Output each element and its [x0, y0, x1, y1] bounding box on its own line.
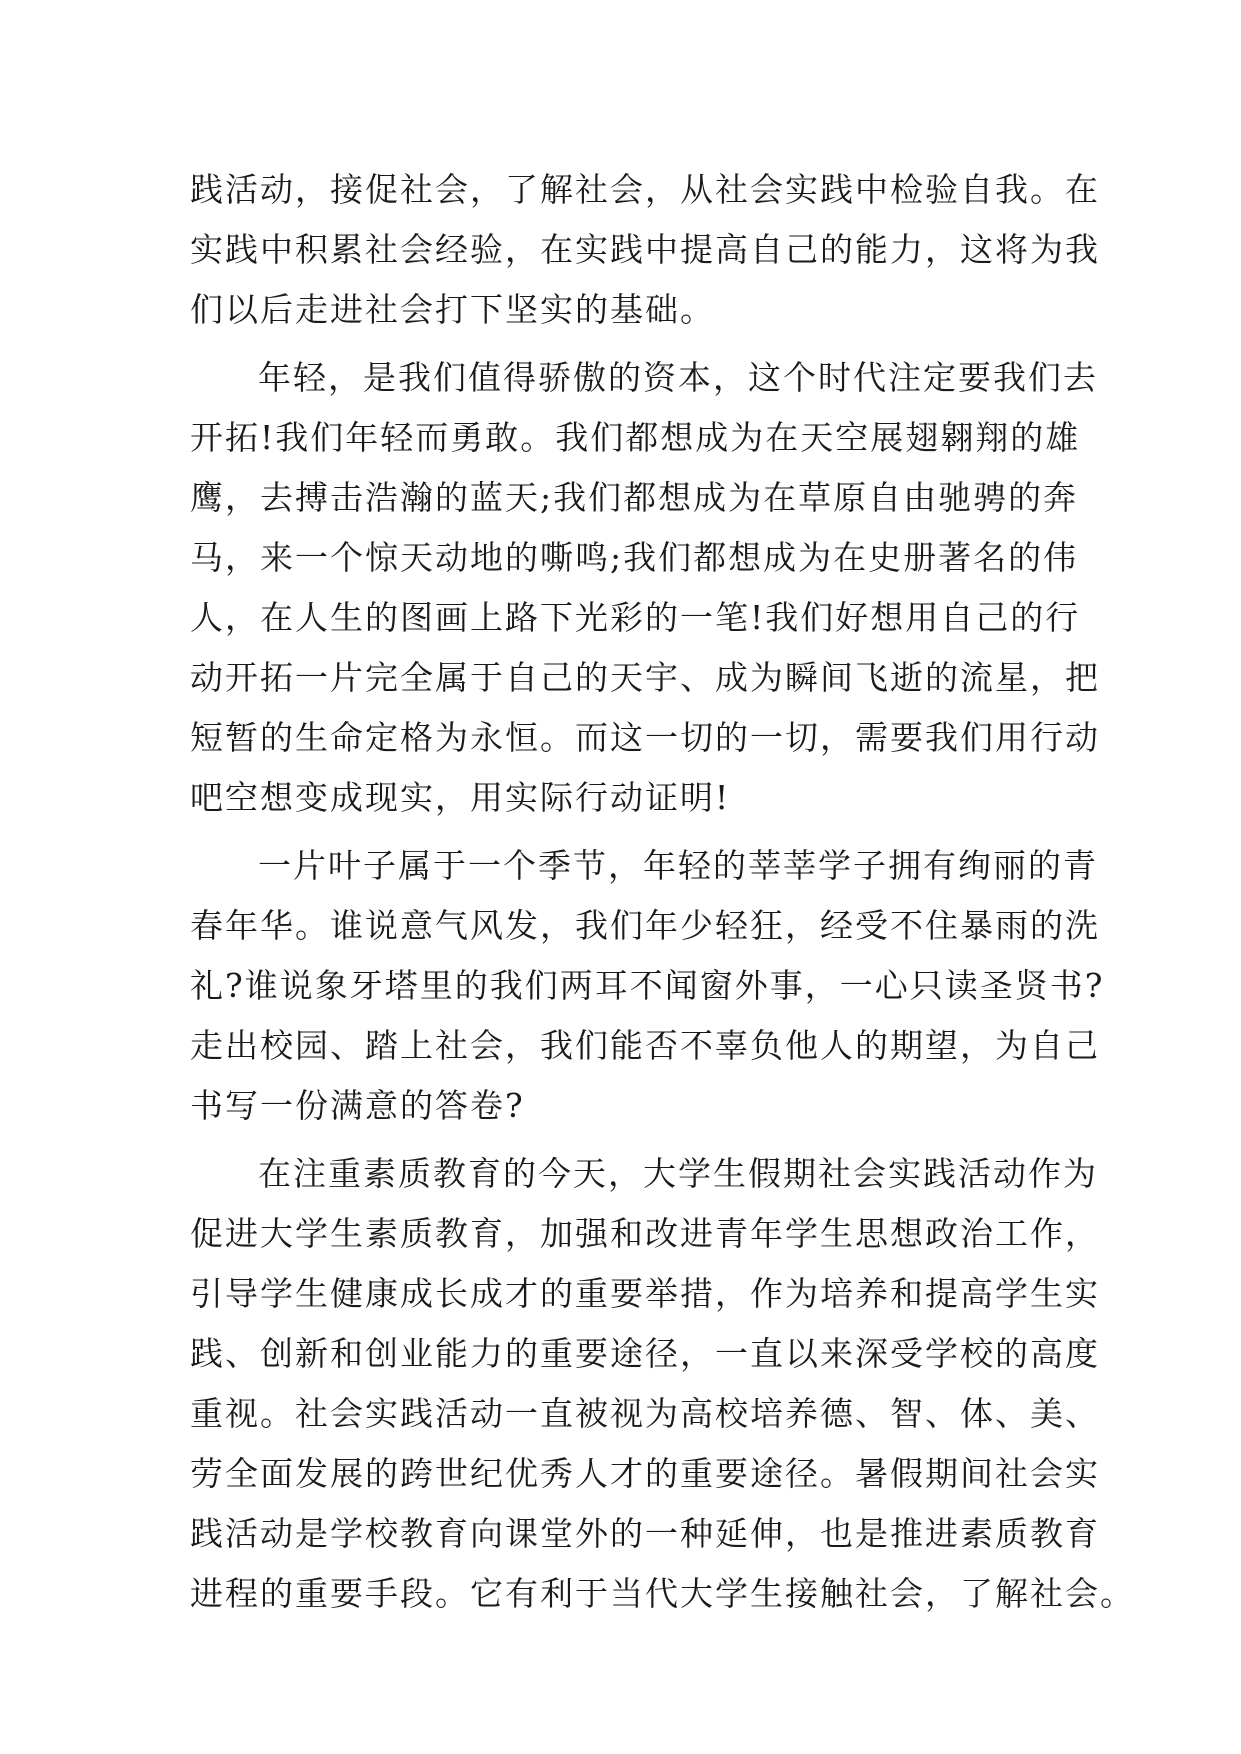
text-line: 一片叶子属于一个季节，年轻的莘莘学子拥有绚丽的青 [258, 846, 1098, 885]
text-line: 鹰，去搏击浩瀚的蓝天;我们都想成为在草原自由驰骋的奔 [190, 478, 1079, 517]
text-line: 短暂的生命定格为永恒。而这一切的一切，需要我们用行动 [190, 718, 1100, 757]
text-line: 践活动，接促社会，了解社会，从社会实践中检验自我。在 [190, 170, 1100, 209]
text-line: 劳全面发展的跨世纪优秀人才的重要途径。暑假期间社会实 [190, 1454, 1100, 1493]
paragraph-2 [190, 348, 1100, 828]
text-line: 走出校园、踏上社会，我们能否不辜负他人的期望，为自己 [190, 1026, 1100, 1065]
paragraph-3 [190, 836, 1105, 1136]
text-line: 在注重素质教育的今天，大学生假期社会实践活动作为 [258, 1154, 1098, 1193]
text-line: 春年华。谁说意气风发，我们年少轻狂，经受不住暴雨的洗 [190, 906, 1100, 945]
text-line: 人，在人生的图画上路下光彩的一笔!我们好想用自己的行 [190, 598, 1081, 637]
paragraph-gap [190, 828, 1070, 836]
text-line: 引导学生健康成长成才的重要举措，作为培养和提高学生实 [190, 1274, 1100, 1313]
text-line: 吧空想变成现实，用实际行动证明! [190, 778, 731, 817]
paragraph-gap [190, 340, 1070, 348]
text-line: 进程的重要手段。它有利于当代大学生接触社会，了解社会。 [190, 1574, 1135, 1613]
text-line: 动开拓一片完全属于自己的天宇、成为瞬间飞逝的流星，把 [190, 658, 1100, 697]
text-line: 重视。社会实践活动一直被视为高校培养德、智、体、美、 [190, 1394, 1100, 1433]
text-line: 年轻，是我们值得骄傲的资本，这个时代注定要我们去 [258, 358, 1098, 397]
paragraph-gap [190, 1136, 1070, 1144]
text-line: 践活动是学校教育向课堂外的一种延伸，也是推进素质教育 [190, 1514, 1100, 1553]
paragraph-4 [190, 1144, 1135, 1624]
text-line: 开拓!我们年轻而勇敢。我们都想成为在天空展翅翱翔的雄 [190, 418, 1081, 457]
text-line: 们以后走进社会打下坚实的基础。 [190, 290, 715, 329]
text-line: 礼?谁说象牙塔里的我们两耳不闻窗外事，一心只读圣贤书? [190, 966, 1105, 1005]
text-line: 马，来一个惊天动地的嘶鸣;我们都想成为在史册著名的伟 [190, 538, 1079, 577]
text-line: 实践中积累社会经验，在实践中提高自己的能力，这将为我 [190, 230, 1100, 269]
body-text [190, 160, 1135, 1624]
text-line: 践、创新和创业能力的重要途径，一直以来深受学校的高度 [190, 1334, 1100, 1373]
text-line: 促进大学生素质教育，加强和改进青年学生思想政治工作， [190, 1214, 1100, 1253]
text-line: 书写一份满意的答卷? [190, 1086, 525, 1125]
paragraph-1 [190, 160, 1100, 340]
